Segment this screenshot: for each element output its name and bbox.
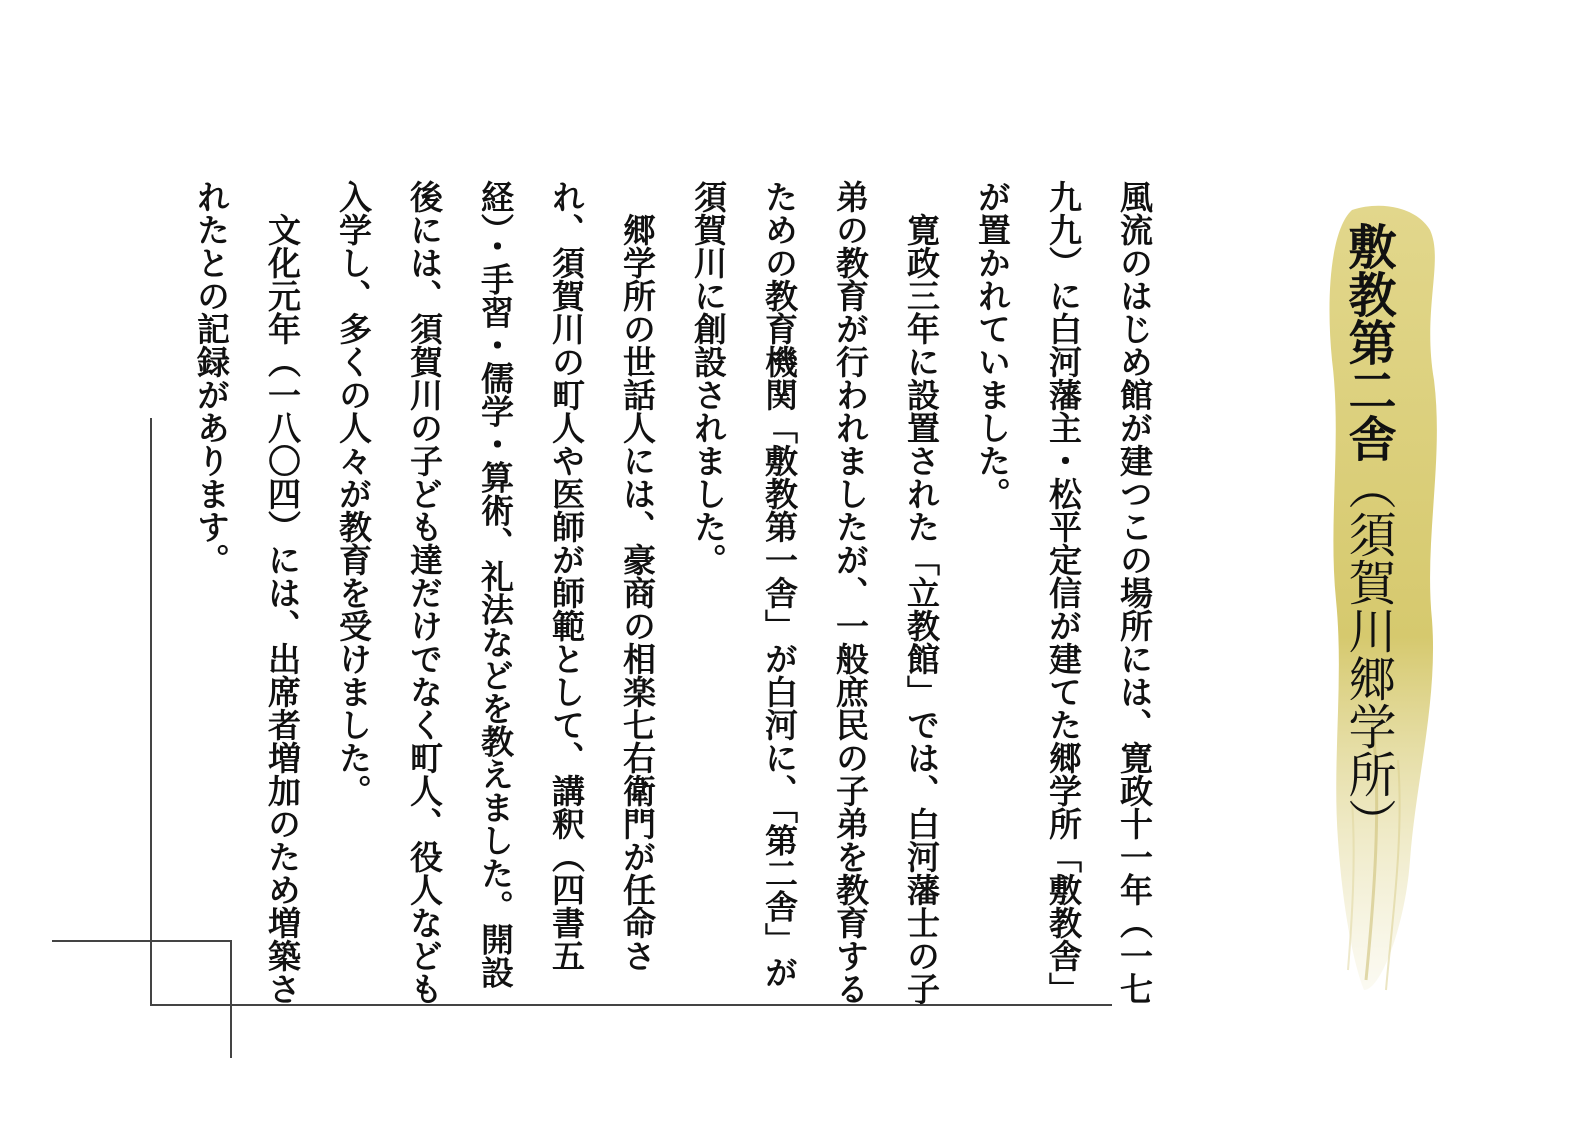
paragraph-1: 風流のはじめ館が建つこの場所には、寛政十一年（一七九九）に白河藩主・松平定信が建てた郷学所「敷教舎」が置かれていました。 xyxy=(973,180,1154,1005)
paragraph-2: 寛政三年に設置された「立教館」では、白河藩士の子弟の教育が行われましたが、一般庶民の子弟を教育するための教育機関「敷教第一舎」が白河に、「第二舎」が須賀川に創設されました。 xyxy=(689,180,941,1005)
paragraph-3: 郷学所の世話人には、豪商の相楽七右衛門が任命され、須賀川の町人や医師が師範として、講釈（四書五経）・手習・儒学・算術、礼法などを教えました。開設後には、須賀川の子ども達だけでなく町人、役人なども入学し、多くの人々が教育を受けました。 xyxy=(334,180,657,1005)
section-heading xyxy=(1330,222,1406,846)
heading-main: 敷教第二舎 xyxy=(1340,222,1396,462)
body-text xyxy=(190,180,1170,1010)
heading-sub: （須賀川郷学所） xyxy=(1340,462,1396,846)
paragraph-4: 文化元年（一八〇四）には、出席者増加のため増築されたとの記録があります。 xyxy=(192,180,302,1005)
frame-line-left xyxy=(150,418,152,1006)
